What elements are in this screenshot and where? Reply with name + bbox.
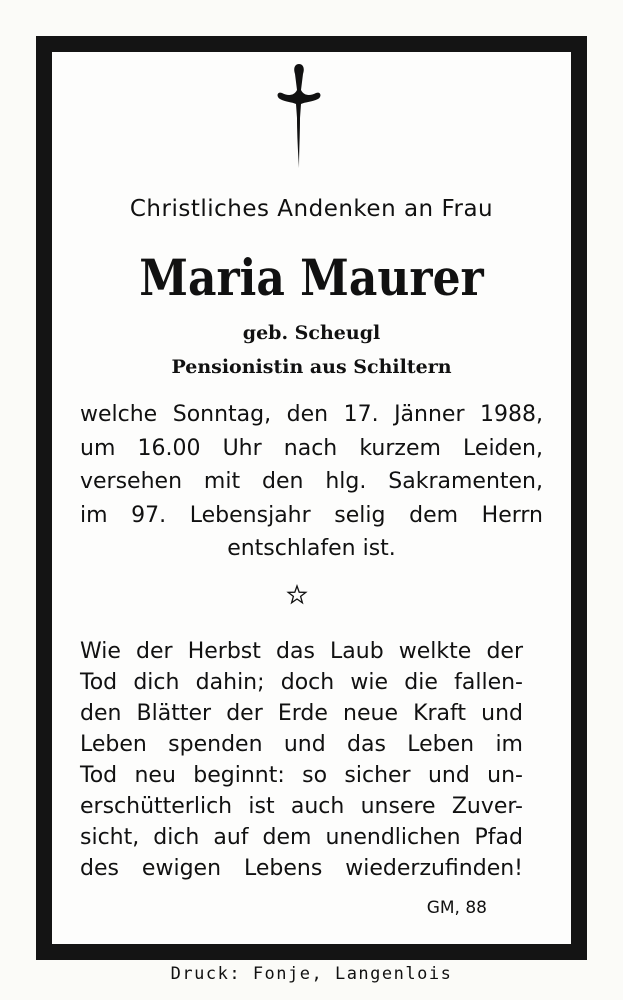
author-credit: GM, 88	[426, 898, 487, 918]
death-line: welche Sonntag, den 17. Jänner 1988,	[80, 402, 543, 427]
verse-line: den Blätter der Erde neue Kraft und	[80, 701, 523, 726]
maiden-name: geb. Scheugl	[242, 322, 381, 344]
death-line: entschlafen ist.	[227, 536, 396, 561]
verse-line: des ewigen Lebens wiederzufinden!	[80, 856, 523, 881]
printer-credit: Druck: Fonje, Langenlois	[170, 964, 453, 984]
death-line: versehen mit den hlg. Sakramenten,	[80, 469, 543, 494]
death-line: um 16.00 Uhr nach kurzem Leiden,	[80, 435, 543, 461]
star-icon	[286, 584, 308, 606]
verse-line: sicht, dich auf dem unendlichen Pfad	[80, 825, 523, 850]
deceased-name: Maria Maurer	[139, 248, 484, 307]
verse-line: Wie der Herbst das Laub welkte der	[80, 639, 523, 664]
verse-line: Tod dich dahin; doch wie die fallen-	[80, 670, 523, 695]
cross-icon	[274, 60, 324, 170]
consolation-verse	[80, 636, 523, 884]
intro-text: Christliches Andenken an Frau	[129, 196, 494, 222]
death-line: im 97. Lebensjahr selig dem Herrn	[80, 502, 543, 528]
verse-line: erschütterlich ist auch unsere Zuver-	[80, 794, 523, 819]
verse-line: Leben spenden und das Leben im	[80, 732, 523, 757]
occupation-text: Pensionistin aus Schiltern	[171, 356, 452, 378]
death-notice	[80, 398, 543, 566]
verse-line: Tod neu beginnt: so sicher und un-	[80, 763, 523, 788]
